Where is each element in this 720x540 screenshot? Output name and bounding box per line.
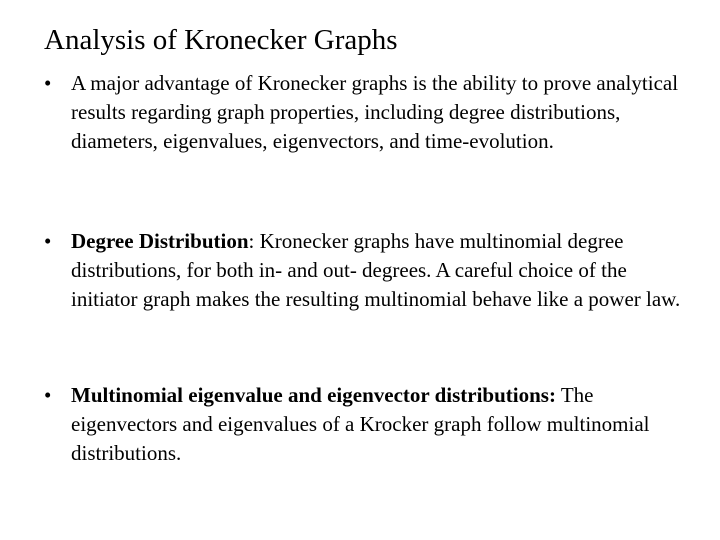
bullet-lead-2: Degree Distribution xyxy=(71,229,249,253)
bullet-point-icon: • xyxy=(44,71,52,95)
bullet-body-1: A major advantage of Kronecker graphs is the ability to prove analytical results regarding graph properties, including degree distributions, diameters, eigenvalues, eigenvectors, and time-evolution. xyxy=(71,71,679,153)
bullet-item-3 xyxy=(44,381,684,468)
bullet-item-2 xyxy=(44,227,684,314)
bullet-body-2: : Kronecker graphs have multinomial degree distributions, for both in- and out- degrees. A careful choice of the initiator graph makes the resulting multinomial behave like a power law. xyxy=(71,229,681,311)
bullet-lead-3: Multinomial eigenvalue and eigenvector distributions: xyxy=(71,383,556,407)
bullet-text-2 xyxy=(71,227,684,314)
bullet-point-icon: • xyxy=(44,229,52,253)
bullet-point-icon: • xyxy=(44,383,52,407)
slide-title: Analysis of Kronecker Graphs xyxy=(44,24,398,56)
bullet-text-3 xyxy=(71,381,684,468)
bullet-body-3: The eigenvectors and eigenvalues of a Krocker graph follow multinomial distributions. xyxy=(71,383,650,465)
bullet-text-1 xyxy=(71,69,684,156)
bullet-item-1 xyxy=(44,69,684,156)
